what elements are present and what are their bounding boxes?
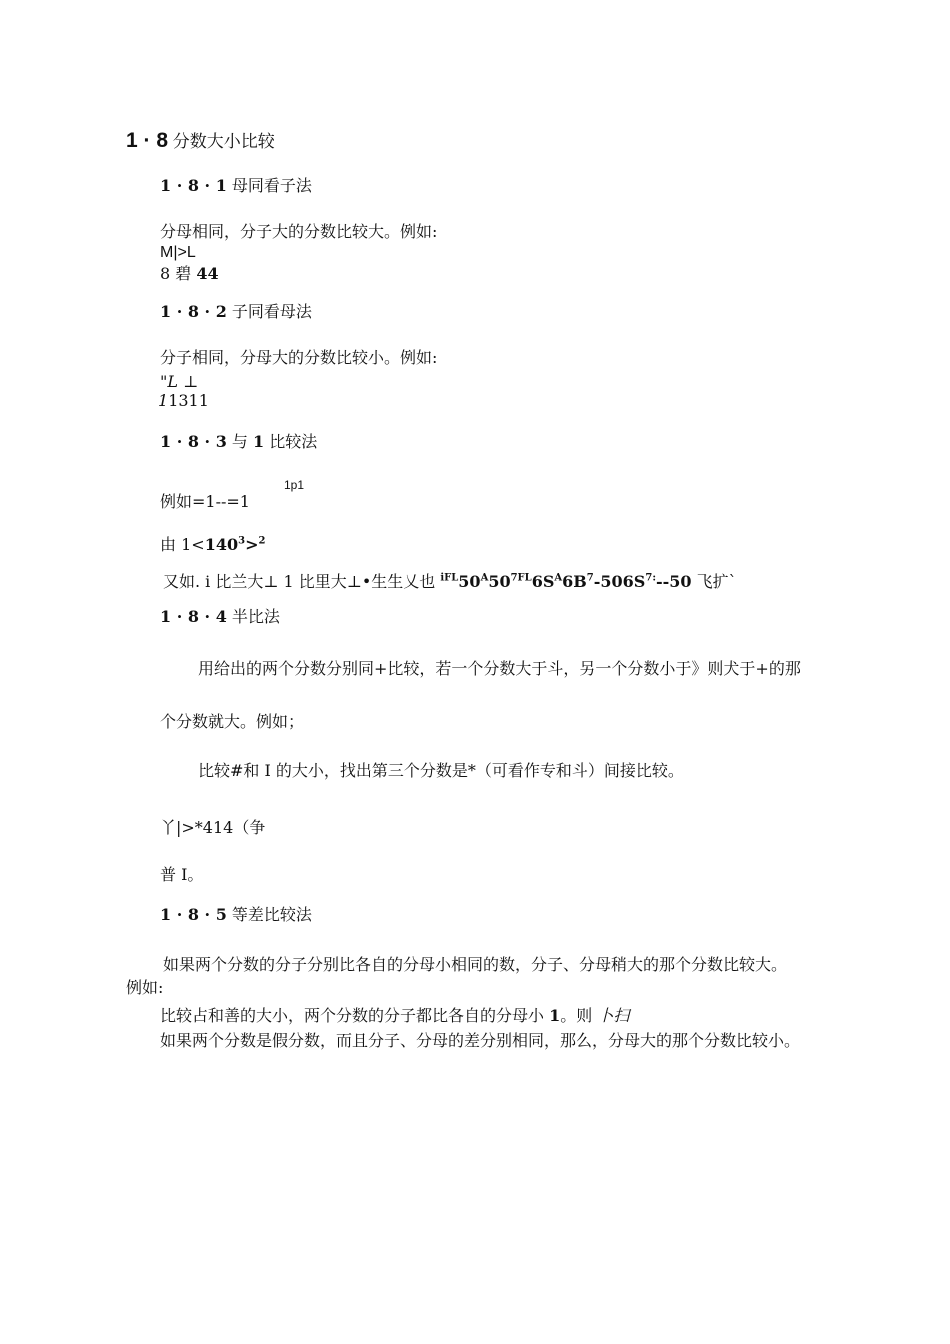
paragraph: 用给出的两个分数分别同+比较，若一个分数大于斗，另一个分数小于》则犬于+的那 (198, 659, 801, 678)
formula-text: A (554, 572, 563, 584)
paragraph-text: 比较占和善的大小，两个分数的分子都比各自的分母小 (160, 1006, 550, 1025)
paragraph: 分母相同，分子大的分数比较大。例如: (160, 222, 438, 241)
formula-text: 7 (586, 572, 594, 584)
formula-text: --50 (656, 572, 692, 591)
section-number: 1 · 8 (126, 129, 169, 152)
paragraph: 例如: (126, 978, 164, 997)
formula-text: 1 (158, 391, 169, 410)
subsection-title: 母同看子法 (231, 176, 312, 195)
formula-text: 6S (531, 572, 555, 591)
formula-text: 7FL (510, 572, 532, 584)
formula-text: 8 碧 (160, 264, 197, 283)
subsection-heading-3 (160, 432, 317, 452)
formula-text: 7: (645, 572, 657, 584)
formula-text: 1311 (168, 391, 209, 410)
paragraph: 如果两个分数是假分数，而且分子、分母的差分别相同，那么，分母大的那个分数比较小。 (160, 1031, 801, 1050)
paragraph-text: 卜扫 (597, 1006, 630, 1025)
formula-text: iFL (440, 572, 459, 584)
subsection-heading-2 (160, 302, 312, 322)
subsection-number: 1 · 8 · 5 (160, 905, 227, 924)
subsection-number: 1 · 8 · 3 (160, 432, 227, 451)
subsection-title: 1 (253, 432, 265, 451)
section-title: 分数大小比较 (172, 132, 275, 151)
subsection-title: 子同看母法 (231, 302, 312, 321)
paragraph-text: 。则 (560, 1006, 598, 1025)
formula-text: > (245, 535, 259, 554)
formula-line: 普 I。 (160, 865, 204, 884)
formula-text: 50 (488, 572, 511, 591)
formula-line: 例如=1--=1 (160, 492, 250, 511)
subsection-title: 半比法 (231, 607, 280, 626)
subsection-heading-4 (160, 607, 280, 627)
subsection-title: 与 (231, 432, 254, 451)
subsection-number: 1 · 8 · 2 (160, 302, 227, 321)
paragraph-text: 1 (549, 1006, 561, 1025)
formula-text: 3 (238, 535, 246, 547)
formula-text: 又如. i 比兰大⊥ 1 比里大⊥•生生乂也 (163, 572, 441, 591)
formula-line (163, 572, 737, 592)
formula-text: 50 (458, 572, 481, 591)
formula-line (160, 535, 265, 555)
formula-text: 由 1< (160, 535, 205, 554)
formula-line: 丫|>*414（争 (160, 818, 266, 837)
subsection-title: 比较法 (264, 432, 318, 451)
formula-line (158, 391, 209, 411)
paragraph (160, 1006, 629, 1026)
formula-text: 6B (562, 572, 587, 591)
formula-text: 2 (258, 535, 266, 547)
formula-line: "L ⊥ (160, 372, 199, 391)
paragraph: 个分数就大。例如； (160, 712, 305, 731)
formula-text: 飞扩` (691, 572, 737, 591)
formula-text: -506S (593, 572, 646, 591)
formula-text: A (480, 572, 489, 584)
subsection-heading-5 (160, 905, 312, 925)
paragraph: 分子相同，分母大的分数比较小。例如: (160, 348, 438, 367)
subsection-number: 1 · 8 · 1 (160, 176, 227, 195)
formula-superscript: 1p1 (284, 478, 305, 492)
paragraph: 比较#和 I 的大小，找出第三个分数是*（可看作专和斗）间接比较。 (198, 761, 684, 780)
subsection-heading-1 (160, 176, 312, 196)
formula-line: M|>L (160, 244, 196, 261)
formula-text: 140 (204, 535, 239, 554)
paragraph: 如果两个分数的分子分别比各自的分母小相同的数，分子、分母稍大的那个分数比较大。 (163, 955, 788, 974)
formula-text: 44 (196, 264, 219, 283)
subsection-number: 1 · 8 · 4 (160, 607, 227, 626)
formula-line (160, 264, 219, 284)
subsection-title: 等差比较法 (231, 905, 312, 924)
section-heading (126, 131, 275, 152)
